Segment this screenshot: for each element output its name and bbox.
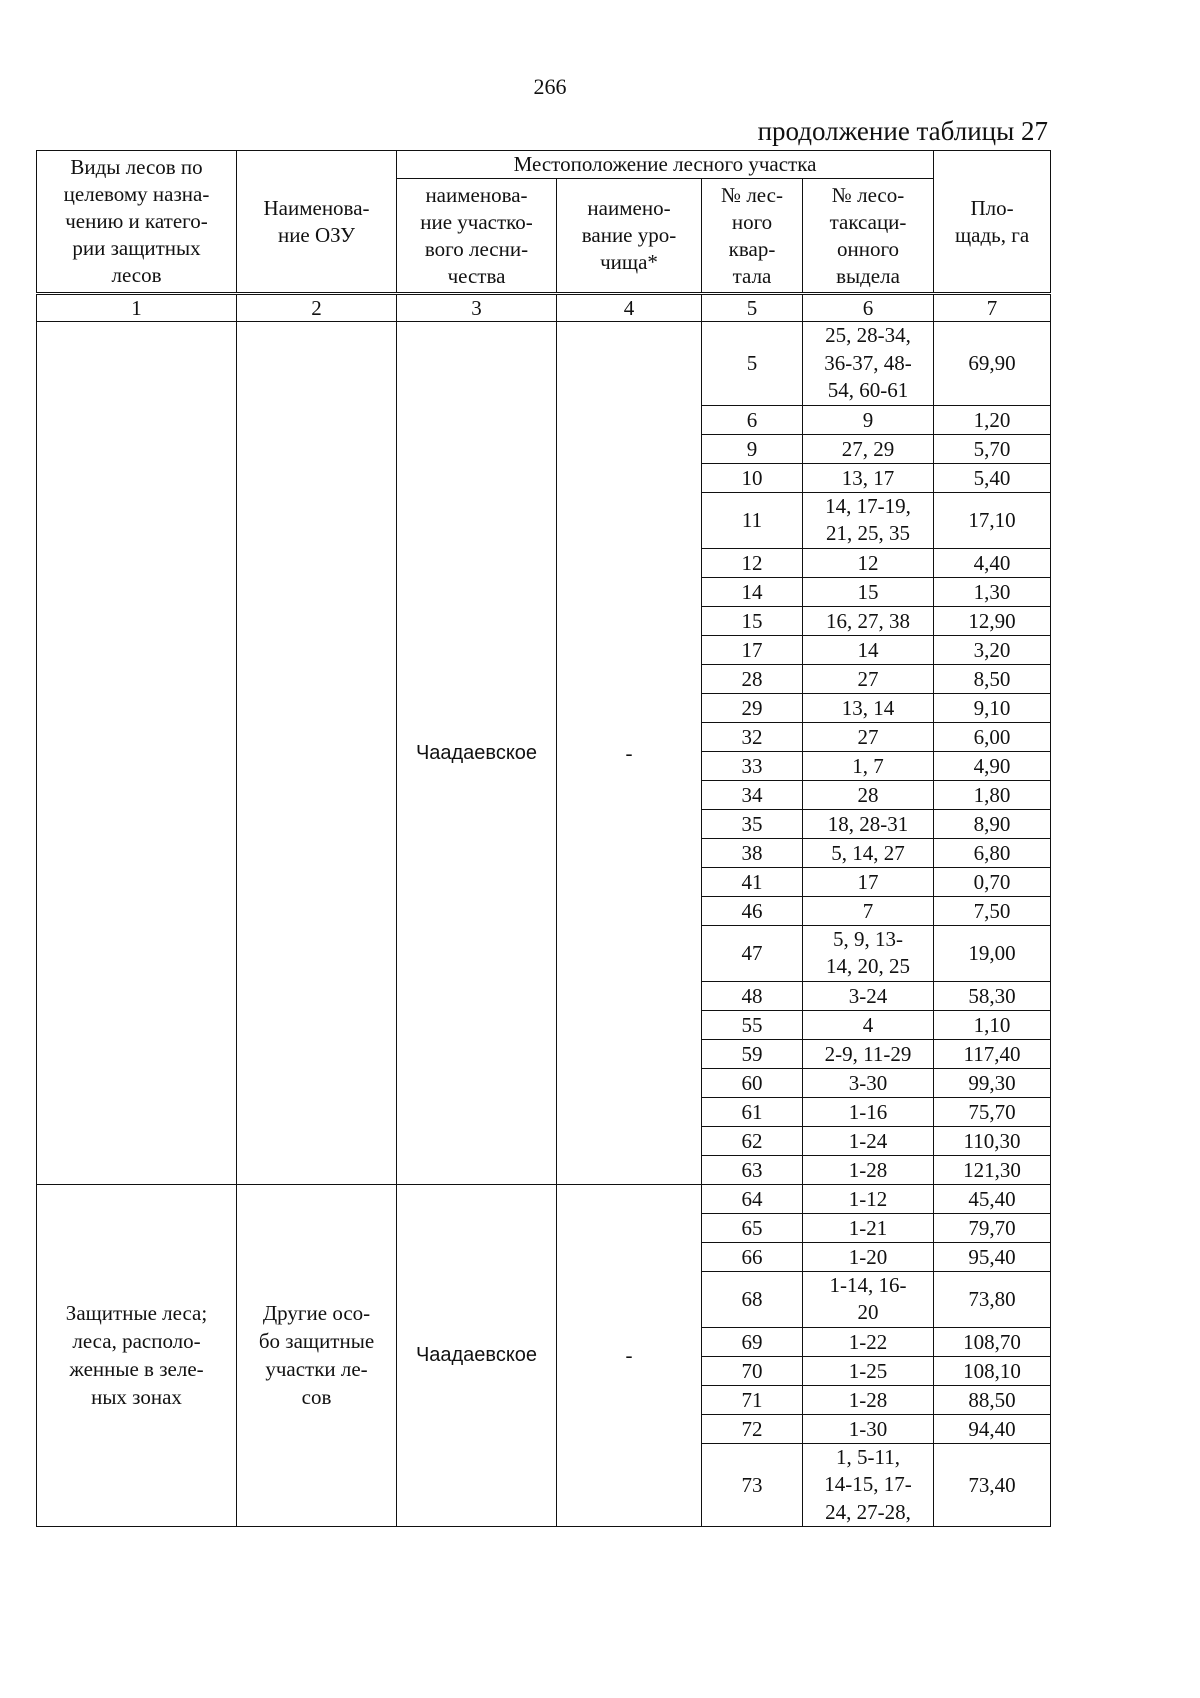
quarter-cell: 38 (702, 838, 803, 867)
plot-cell: 14 (803, 635, 934, 664)
plot-cell: 4 (803, 1010, 934, 1039)
quarter-cell: 28 (702, 664, 803, 693)
quarter-cell: 14 (702, 577, 803, 606)
quarter-cell: 73 (702, 1443, 803, 1527)
plot-cell: 1, 7 (803, 751, 934, 780)
forest-type-cell (37, 322, 237, 1185)
area-cell: 5,70 (934, 434, 1051, 463)
district-cell: Чаадаевское (397, 1184, 557, 1527)
forest-plots-table (36, 150, 1051, 1527)
area-cell: 1,20 (934, 405, 1051, 434)
area-cell: 0,70 (934, 867, 1051, 896)
quarter-cell: 63 (702, 1155, 803, 1184)
quarter-cell: 61 (702, 1097, 803, 1126)
quarter-cell: 41 (702, 867, 803, 896)
table-row (37, 322, 1051, 406)
quarter-cell: 10 (702, 463, 803, 492)
area-cell: 7,50 (934, 896, 1051, 925)
quarter-cell: 68 (702, 1271, 803, 1327)
area-cell: 8,50 (934, 664, 1051, 693)
quarter-cell: 62 (702, 1126, 803, 1155)
quarter-cell: 33 (702, 751, 803, 780)
area-cell: 117,40 (934, 1039, 1051, 1068)
quarter-cell: 12 (702, 548, 803, 577)
header-area: Пло- щадь, га (934, 151, 1051, 294)
area-cell: 8,90 (934, 809, 1051, 838)
plot-cell: 15 (803, 577, 934, 606)
quarter-cell: 59 (702, 1039, 803, 1068)
quarter-cell: 71 (702, 1385, 803, 1414)
quarter-cell: 9 (702, 434, 803, 463)
quarter-cell: 29 (702, 693, 803, 722)
ozu-name-cell (237, 322, 397, 1185)
header-district: наименова- ние участко- вого лесни- чества (397, 179, 557, 294)
plot-cell: 9 (803, 405, 934, 434)
table-caption: продолжение таблицы 27 (757, 116, 1048, 146)
tract-cell: - (557, 322, 702, 1185)
plot-cell: 1-25 (803, 1356, 934, 1385)
plot-cell: 5, 9, 13- 14, 20, 25 (803, 925, 934, 981)
area-cell: 1,10 (934, 1010, 1051, 1039)
quarter-cell: 65 (702, 1213, 803, 1242)
area-cell: 12,90 (934, 606, 1051, 635)
plot-cell: 1-28 (803, 1155, 934, 1184)
plot-cell: 27 (803, 664, 934, 693)
plot-cell: 1-16 (803, 1097, 934, 1126)
area-cell: 1,30 (934, 577, 1051, 606)
quarter-cell: 32 (702, 722, 803, 751)
plot-cell: 5, 14, 27 (803, 838, 934, 867)
plot-cell: 7 (803, 896, 934, 925)
quarter-cell: 47 (702, 925, 803, 981)
area-cell: 58,30 (934, 981, 1051, 1010)
column-number: 6 (803, 294, 934, 322)
plot-cell: 2-9, 11-29 (803, 1039, 934, 1068)
quarter-cell: 60 (702, 1068, 803, 1097)
plot-cell: 13, 14 (803, 693, 934, 722)
area-cell: 9,10 (934, 693, 1051, 722)
tract-cell: - (557, 1184, 702, 1527)
plot-cell: 1, 5-11, 14-15, 17- 24, 27-28, (803, 1443, 934, 1527)
quarter-cell: 48 (702, 981, 803, 1010)
area-cell: 45,40 (934, 1184, 1051, 1213)
plot-cell: 1-28 (803, 1385, 934, 1414)
area-cell: 73,80 (934, 1271, 1051, 1327)
area-cell: 95,40 (934, 1242, 1051, 1271)
plot-cell: 25, 28-34, 36-37, 48- 54, 60-61 (803, 322, 934, 406)
plot-cell: 27 (803, 722, 934, 751)
area-cell: 94,40 (934, 1414, 1051, 1443)
area-cell: 69,90 (934, 322, 1051, 406)
column-number: 2 (237, 294, 397, 322)
area-cell: 108,10 (934, 1356, 1051, 1385)
area-cell: 4,40 (934, 548, 1051, 577)
quarter-cell: 35 (702, 809, 803, 838)
area-cell: 110,30 (934, 1126, 1051, 1155)
quarter-cell: 70 (702, 1356, 803, 1385)
plot-cell: 28 (803, 780, 934, 809)
column-number: 4 (557, 294, 702, 322)
table-body (37, 322, 1051, 1527)
column-number: 3 (397, 294, 557, 322)
area-cell: 6,00 (934, 722, 1051, 751)
plot-cell: 27, 29 (803, 434, 934, 463)
area-cell: 121,30 (934, 1155, 1051, 1184)
table-row (37, 1184, 1051, 1213)
header-location-group: Местоположение лесного участка (397, 151, 934, 179)
area-cell: 3,20 (934, 635, 1051, 664)
area-cell: 99,30 (934, 1068, 1051, 1097)
column-number: 7 (934, 294, 1051, 322)
quarter-cell: 55 (702, 1010, 803, 1039)
quarter-cell: 6 (702, 405, 803, 434)
plot-cell: 1-14, 16- 20 (803, 1271, 934, 1327)
plot-cell: 18, 28-31 (803, 809, 934, 838)
plot-cell: 1-30 (803, 1414, 934, 1443)
quarter-cell: 15 (702, 606, 803, 635)
quarter-cell: 64 (702, 1184, 803, 1213)
column-number: 1 (37, 294, 237, 322)
header-quarter: № лес- ного квар- тала (702, 179, 803, 294)
plot-cell: 14, 17-19, 21, 25, 35 (803, 492, 934, 548)
plot-cell: 3-30 (803, 1068, 934, 1097)
forest-type-cell: Защитные леса; леса, располо- женные в зеле- ных зонах (37, 1184, 237, 1527)
page-number: 266 (533, 74, 567, 99)
quarter-cell: 69 (702, 1327, 803, 1356)
plot-cell: 12 (803, 548, 934, 577)
column-number: 5 (702, 294, 803, 322)
area-cell: 88,50 (934, 1385, 1051, 1414)
area-cell: 79,70 (934, 1213, 1051, 1242)
ozu-name-cell: Другие осо- бо защитные участки ле- сов (237, 1184, 397, 1527)
area-cell: 108,70 (934, 1327, 1051, 1356)
plot-cell: 1-24 (803, 1126, 934, 1155)
header-ozu-name: Наименова- ние ОЗУ (237, 151, 397, 294)
plot-cell: 1-20 (803, 1242, 934, 1271)
quarter-cell: 17 (702, 635, 803, 664)
area-cell: 19,00 (934, 925, 1051, 981)
plot-cell: 13, 17 (803, 463, 934, 492)
header-plot: № лесо- таксаци- онного выдела (803, 179, 934, 294)
quarter-cell: 66 (702, 1242, 803, 1271)
area-cell: 75,70 (934, 1097, 1051, 1126)
district-cell: Чаадаевское (397, 322, 557, 1185)
area-cell: 4,90 (934, 751, 1051, 780)
area-cell: 1,80 (934, 780, 1051, 809)
plot-cell: 1-12 (803, 1184, 934, 1213)
area-cell: 73,40 (934, 1443, 1051, 1527)
quarter-cell: 46 (702, 896, 803, 925)
header-tract: наимено- вание уро- чища* (557, 179, 702, 294)
area-cell: 17,10 (934, 492, 1051, 548)
area-cell: 6,80 (934, 838, 1051, 867)
quarter-cell: 11 (702, 492, 803, 548)
plot-cell: 1-22 (803, 1327, 934, 1356)
plot-cell: 16, 27, 38 (803, 606, 934, 635)
area-cell: 5,40 (934, 463, 1051, 492)
plot-cell: 3-24 (803, 981, 934, 1010)
header-forest-type: Виды лесов по целевому назна- чению и катего- рии защитных лесов (37, 151, 237, 294)
quarter-cell: 72 (702, 1414, 803, 1443)
plot-cell: 17 (803, 867, 934, 896)
plot-cell: 1-21 (803, 1213, 934, 1242)
quarter-cell: 34 (702, 780, 803, 809)
quarter-cell: 5 (702, 322, 803, 406)
